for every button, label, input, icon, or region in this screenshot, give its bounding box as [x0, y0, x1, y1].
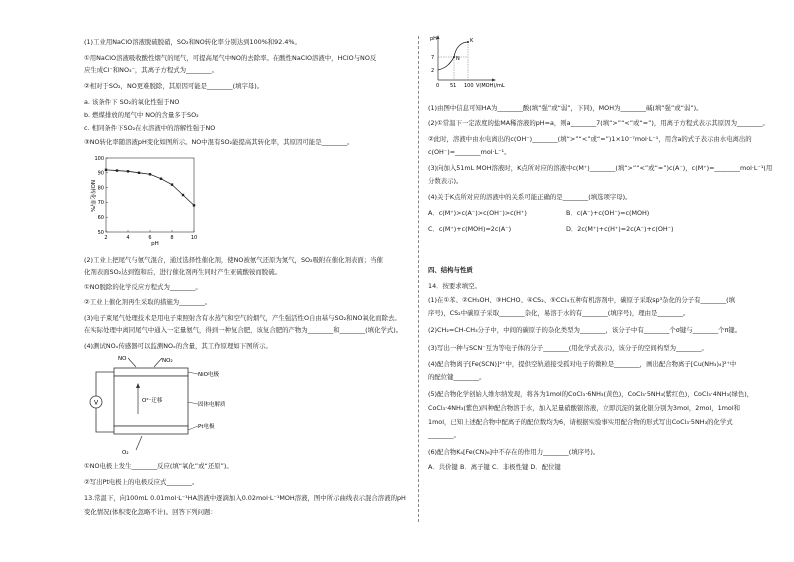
- text-line: 的配位键________。: [428, 373, 486, 381]
- text-line: (4)测试NOₓ传感器可以监测NOₓ的含量，其工作原理如下图所示。: [84, 342, 272, 350]
- text-line: ②相对于SO₂，NO更难脱除，其原因可能是________(填字母)。: [84, 82, 264, 90]
- text-line: c(OH⁻)=________mol·L⁻¹。: [428, 148, 511, 156]
- y-axis-label: NO转化率/%: [89, 179, 95, 213]
- text-line: (1)在①苯、②CH₃OH、③HCHO、④CS₂、⑤CCl₄五种有机溶剂中，碳原子采取sp³杂化的分子有________(填: [428, 296, 735, 304]
- option-a: A．c(M⁺)>c(A⁻)>c(OH⁻)>c(H⁺): [428, 209, 527, 217]
- data-point: [160, 178, 162, 180]
- x-tick-label: 0: [436, 83, 440, 89]
- text-line: b. 燃煤排放的尾气中 NO的含量多于SO₂: [84, 111, 199, 119]
- column-divider: [418, 36, 419, 522]
- y-tick-label: 50: [97, 229, 104, 236]
- text-line: (5)配合物化学创始人维尔纳发现，将各为1mol的CoCl₃·6NH₃(黄色)，CoCl₃·5NH₃(紫红色)，CoCl₃·4NH₃(绿色)，: [428, 390, 754, 398]
- text-line: 变化情况(体积变化忽略不计)。回答下列问题：: [84, 508, 217, 516]
- pt-electrode-label: Pt电极: [198, 424, 215, 430]
- no-label: NO: [118, 356, 127, 362]
- text-line: a. 该条件下 SO₂的氧化性强于NO: [84, 98, 180, 106]
- pt-electrode: [114, 426, 188, 434]
- y-tick-label: 60: [97, 215, 104, 221]
- y-tick-label: 90: [97, 170, 104, 177]
- text-line: (3)写出一种与SCN⁻互为等电子体的分子________(用化学式表示)，该分子的空间构型为________。: [428, 344, 708, 352]
- text-line: ②写出Pt电极上的电极反应式________。: [84, 478, 199, 486]
- y-tick-label: 80: [97, 185, 104, 192]
- text-line: c. 相同条件下SO₂在水溶液中的溶解性强于NO: [84, 124, 216, 132]
- data-point: [149, 173, 151, 175]
- text-line: 化剂表面SO₂达到饱和后，进行催化剂再生同时产生亚硫酸铵而脱硫。: [84, 268, 281, 276]
- text-line: CoCl₃·4NH₃(紫色)四种配合物溶于水，加入足量硝酸银溶液，立即沉淀的氯化银分别为3mol，2mol，1mol和: [428, 404, 741, 412]
- no-conversion-chart: [84, 150, 204, 246]
- text-line: ①用NaClO溶液吸收酸性烟气的尾气，可提高尾气中NO的去除率。在酸性NaClO溶液中，HClO与NO反: [84, 54, 377, 62]
- voltmeter-label: V: [93, 399, 99, 407]
- text-line: (6)配合物K₄[Fe(CN)₆]中不存在的作用力________(填序号)。: [428, 448, 600, 456]
- text-line: 1mol，已知上述配合物中配离子的配位数均为6，请根据实验事实用配合物的形式写出CoCl₃·5NH₃的化学式: [428, 418, 733, 426]
- data-point: [127, 170, 129, 172]
- text-line: ①NO电极上发生________反应(填“氧化”或“还原”)。: [84, 462, 233, 470]
- text-line: ②工业上催化剂再生采取的措施为________。: [84, 298, 212, 306]
- text-line: (2)CH₂=CH-CH₃分子中，中间的碳原子的杂化类型为________，该分子中有________个σ键与________个π键。: [428, 326, 742, 334]
- x-tick-label: 8: [170, 235, 174, 241]
- text-line: 应生成Cl⁻和NO₃⁻，其离子方程式为________。: [84, 66, 218, 74]
- text-line: ________。: [428, 431, 460, 439]
- x-tick-label: 100: [464, 83, 474, 89]
- data-point: [182, 194, 184, 196]
- text-line: (4)关于K点所对应的溶液中的关系可能正确的是________(填选项字母)。: [428, 193, 632, 201]
- text-line: ②此时，溶液中由水电离出的c(OH⁻)________(填“>”“<”或“=”)1×10⁻⁷mol·L⁻¹，用含a的式子表示由水电离出的: [428, 135, 752, 143]
- y-tick-label: 100: [94, 155, 104, 162]
- y-tick-label: 7: [431, 55, 435, 61]
- text-line: (1)由图中信息可知HA为________酸(填“强”或“弱”，下同)，MOH为________碱(填“强”或“弱”)。: [428, 104, 703, 112]
- titration-x-label: V(MOH)/mL: [476, 83, 505, 89]
- data-point: [171, 183, 173, 185]
- x-tick-label: 6: [148, 235, 152, 241]
- x-tick-label: 2: [104, 235, 108, 241]
- point-n-label: N: [456, 56, 460, 62]
- titration-y-label: pH: [430, 36, 437, 42]
- text-line: 13.常温下，向100mL 0.01mol·L⁻¹HA溶液中逐滴加入0.02mol·L⁻¹MOH溶液，图中所示曲线表示混合溶液的pH: [84, 494, 406, 502]
- titration-chart: [428, 34, 538, 90]
- option-d: D．2c(M⁺)+c(H⁺)=2c(A⁻)+c(OH⁻): [566, 225, 674, 233]
- x-tick-label: 51: [450, 83, 457, 89]
- y-tick-label: 70: [97, 200, 104, 207]
- nio-electrode-label: NiO电极: [198, 372, 219, 378]
- option-c: C．c(M⁺)+c(MOH)=2c(A⁻): [428, 225, 512, 233]
- x-tick-label: 10: [190, 235, 198, 241]
- x-axis-label: pH: [151, 241, 159, 246]
- text-line: ①NO脱除的化学反应方程式为________。: [84, 283, 202, 291]
- data-point: [116, 169, 118, 171]
- nox-sensor-diagram: [84, 354, 234, 458]
- text-line: (2)工业上把尾气与氨气混合，通过选择性催化剂，使NO被氨气还原为氮气，SO₂吸附在催化剂表面；当催: [84, 256, 383, 264]
- options-line: A．共价键 B．离子键 C．非极性键 D．配位键: [428, 463, 561, 471]
- data-point: [105, 169, 107, 171]
- text-line: (2)①常温下一定浓度的盐MA稀溶液的pH=a，则a________7(填“>”“<”或“=”)，用离子方程式表示其原因为________。: [428, 119, 769, 127]
- y-tick-label: 2: [431, 68, 435, 74]
- text-line: 序号)，CS₂中碳原子采取________杂化，易溶于水的有________(填序号)，理由是________。: [428, 309, 690, 317]
- x-tick-label: 4: [126, 235, 130, 241]
- plot-frame: [106, 158, 194, 232]
- text-line: (4)配合物离子[Fe(SCN)]²⁺中，提供空轨道接受孤对电子的微粒是________，画出配合物离子[Cu(NH₃)₄]²⁺中: [428, 360, 737, 368]
- ion-migration-label: O²⁻迁移: [142, 398, 163, 404]
- text-line: (3)向加入51mL MOH溶液时，K点所对应的溶液中c(M⁺)________(填“>”“<”或“=”)c(A⁻)，c(M⁺)=________mol·L⁻¹(用: [428, 164, 773, 172]
- question-14-title: 14．按要求填空。: [428, 282, 481, 290]
- text-line: (3)电子束尾气处理技术是用电子束照射含有水蒸气和空气的烟气，产生强活性O自由基与SO₂和NO氧化而除去。: [84, 314, 401, 322]
- point-k-label: K: [470, 38, 474, 44]
- section-heading: 四、结构与性质: [428, 266, 473, 274]
- nio-electrode: [114, 368, 188, 376]
- text-line: 分数表示)。: [428, 177, 463, 185]
- o2-label: O₂: [122, 450, 129, 456]
- option-b: B．c(A⁻)+c(OH⁻)=c(MOH): [566, 209, 650, 217]
- text-line: (1)工业用NaClO溶液脱硫脱硝，SO₂和NO转化率分别达到100%和92.4%。: [84, 38, 301, 46]
- text-line: 在实际处理中离同尾气中通入一定量氨气，得到一种复合肥，该复合肥的产物为________和________(填化学式)。: [84, 326, 403, 334]
- data-point: [138, 172, 140, 174]
- data-point: [193, 204, 195, 206]
- no2-label: NO₂: [162, 358, 173, 364]
- text-line: ③NO转化率随溶液pH变化如图所示。NO中混有SO₂能提高其转化率，其原因可能是________。: [84, 138, 354, 146]
- electrolyte-label: 固体电解质: [198, 402, 226, 408]
